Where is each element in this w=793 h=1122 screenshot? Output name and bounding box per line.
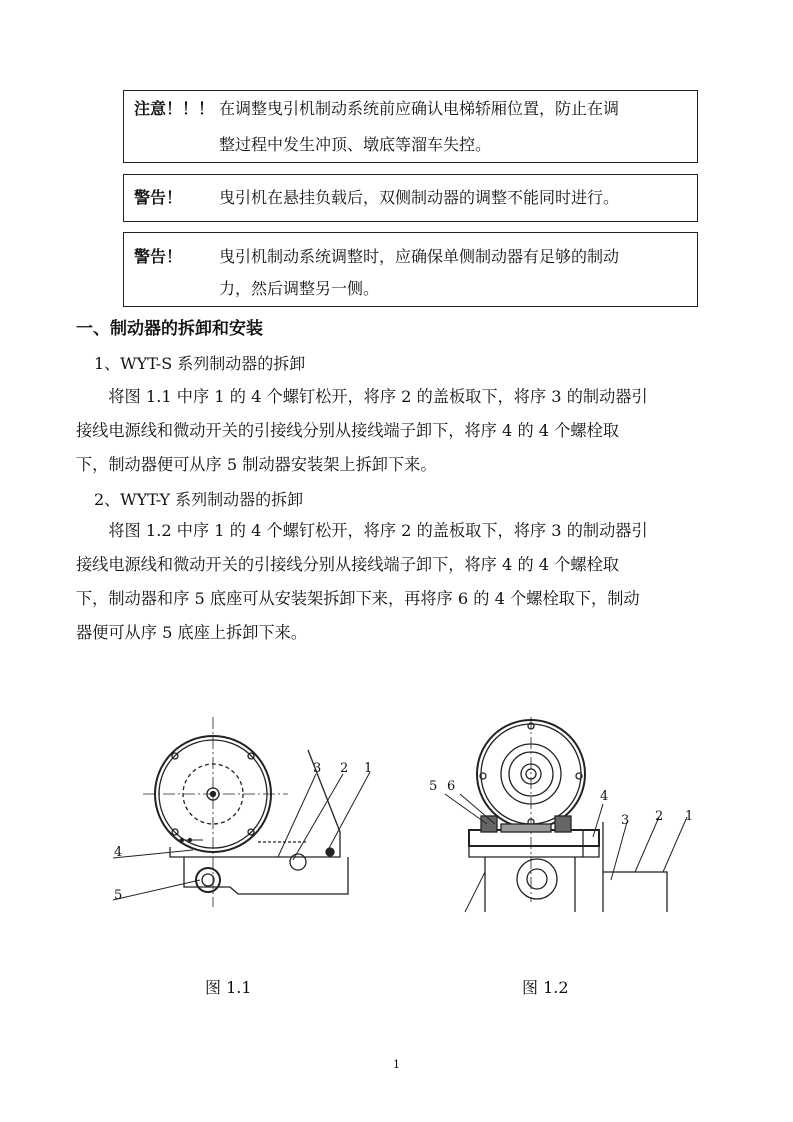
notice-text-line: 曳引机制动系统调整时，应确保单侧制动器有足够的制动 — [219, 247, 620, 266]
figure-label: 3 — [313, 761, 322, 776]
subsection-title: 1、WYT-S 系列制动器的拆卸 — [94, 354, 306, 373]
paragraph-line: 器便可从序 5 底座上拆卸下来。 — [76, 623, 308, 642]
paragraph-line: 接线电源线和微动开关的引接线分别从接线端子卸下，将序 4 的 4 个螺栓取 — [76, 555, 619, 574]
notice-text-line: 曳引机在悬挂负载后，双侧制动器的调整不能同时进行。 — [219, 188, 620, 207]
notice-text-line: 整过程中发生冲顶、墩底等溜车失控。 — [219, 135, 492, 154]
figure-label: 2 — [655, 809, 664, 824]
notice-label: 注意！！！ — [134, 99, 215, 118]
subsection-title: 2、WYT-Y 系列制动器的拆卸 — [94, 490, 304, 509]
figure-label: 4 — [114, 845, 123, 860]
figure-1-2-drawing — [425, 712, 715, 912]
paragraph — [76, 380, 716, 482]
paragraph — [76, 514, 716, 650]
figure-label: 5 — [429, 779, 438, 794]
figure-label: 1 — [364, 761, 373, 776]
figure-label: 6 — [447, 779, 456, 794]
notice-label: 警告！ — [134, 188, 183, 207]
paragraph-line: 将图 1.2 中序 1 的 4 个螺钉松开，将序 2 的盖板取下，将序 3 的制动器引 — [76, 521, 648, 540]
figure-caption: 图 1.2 — [522, 978, 569, 997]
paragraph-line: 下，制动器便可从序 5 制动器安装架上拆卸下来。 — [76, 455, 437, 474]
notice-label: 警告！ — [134, 247, 183, 266]
paragraph-line: 将图 1.1 中序 1 的 4 个螺钉松开，将序 2 的盖板取下，将序 3 的制动器引 — [76, 387, 648, 406]
figure-label: 3 — [621, 813, 630, 828]
paragraph-line: 接线电源线和微动开关的引接线分别从接线端子卸下，将序 4 的 4 个螺栓取 — [76, 421, 619, 440]
figure-1-1-drawing — [108, 712, 373, 912]
figure-label: 2 — [340, 761, 349, 776]
figure-label: 5 — [114, 888, 123, 903]
warning-notice — [123, 232, 698, 307]
page-number: 1 — [393, 1058, 400, 1071]
figure-label: 1 — [685, 809, 694, 824]
paragraph-line: 下，制动器和序 5 底座可从安装架拆卸下来，再将序 6 的 4 个螺栓取下，制动 — [76, 589, 640, 608]
warning-notice — [123, 174, 698, 222]
notice-text-line: 力，然后调整另一侧。 — [219, 279, 380, 298]
figure-label: 4 — [600, 789, 609, 804]
figure-caption: 图 1.1 — [205, 978, 252, 997]
section-title: 一、制动器的拆卸和安装 — [76, 319, 263, 339]
caution-notice — [123, 90, 698, 163]
notice-text-line: 在调整曳引机制动系统前应确认电梯轿厢位置，防止在调 — [219, 99, 620, 118]
